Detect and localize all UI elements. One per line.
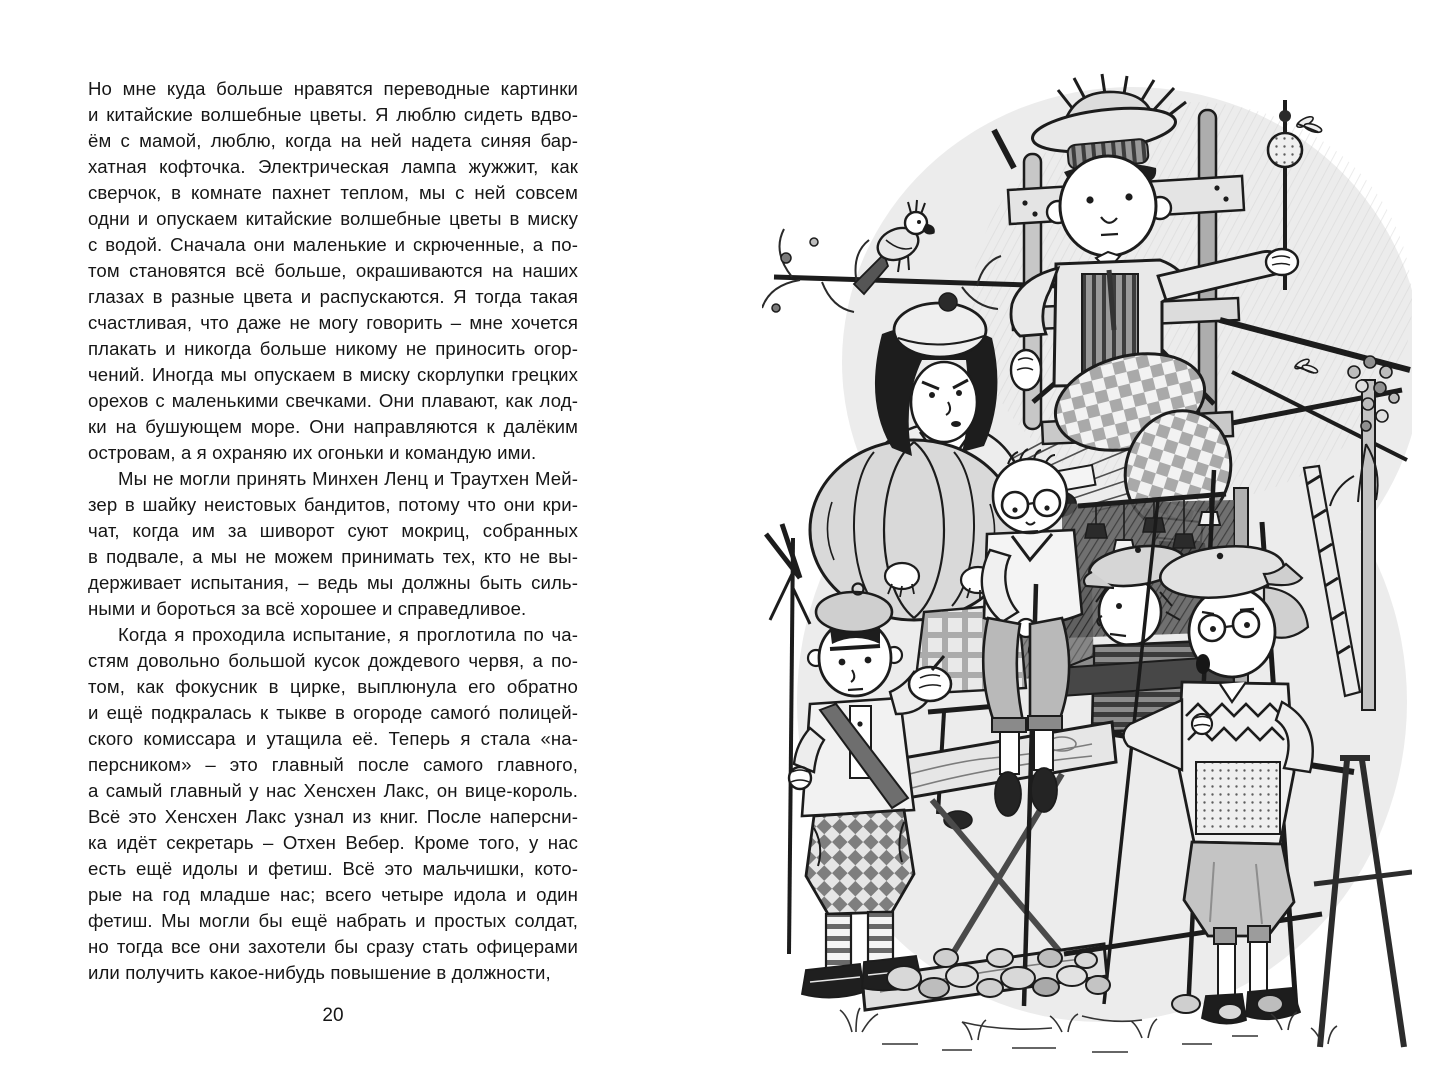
text-line: ными и бороться за всё хорошее и справедливое. [88, 598, 527, 619]
text-line: с водой. Сначала они маленькие и скрюченные, а по- [88, 234, 578, 255]
illustration [762, 72, 1412, 1057]
text-line: фетиш. Мы могли бы ещё набрать и простых солдат, [88, 910, 578, 931]
text-line: чений. Иногда мы опускаем в миску скорлупки грецких [88, 364, 578, 385]
text-line: зер в шайку неистовых бандитов, потому что они кри- [88, 494, 578, 515]
text-line: том становятся всё больше, окрашиваются на наших [88, 260, 578, 281]
text-line: в подвале, а мы не можем принимать тех, кто не вы- [88, 546, 578, 567]
text-column [88, 76, 578, 986]
text-line: глазах в разные цвета и распускаются. Я тогда такая [88, 286, 578, 307]
text-line: орехов с маленькими свечками. Они плавают, как лод- [88, 390, 578, 411]
text-line: ского комиссара и утащила её. Теперь я стала «на- [88, 728, 578, 749]
text-line: счастливая, что даже не могу говорить – мне хочется [88, 312, 578, 333]
text-line: одни и опускаем китайские волшебные цветы в миску [88, 208, 578, 229]
page-number: 20 [322, 1005, 344, 1026]
text-line: Когда я проходила испытание, я проглотила по ча- [118, 624, 578, 645]
text-line: чат, когда им за шиворот суют мокриц, собранных [88, 520, 578, 541]
text-line: Всё это Хенсхен Лакс узнал из книг. После наперсни- [88, 806, 578, 827]
text-line: и ещё подкралась к тыкве в огороде самого́ полицей- [88, 702, 578, 723]
text-line: держивает испытания, – ведь мы должны быть силь- [88, 572, 578, 593]
text-line: хатная кофточка. Электрическая лампа жужжит, как [88, 156, 578, 177]
text-line: рые на год младше нас; всего четыре идола и один [88, 884, 578, 905]
text-line: и китайские волшебные цветы. Я люблю сидеть вдво- [88, 104, 578, 125]
text-line: ки на бушующем море. Они направляются к далёким [88, 416, 578, 437]
text-line: плакать и никогда больше никому не приносить огор- [88, 338, 578, 359]
text-line: персником» – это главный после самого главного, [88, 754, 578, 775]
text-line: ём с мамой, люблю, когда на ней надета синяя бар- [88, 130, 578, 151]
text-line: стям довольно большой кусок дождевого червя, а по- [88, 650, 578, 671]
text-line: сверчок, в комнате пахнет теплом, мы с ней совсем [88, 182, 578, 203]
text-line: а самый главный у нас Хенсхен Лакс, он вице-король. [88, 780, 578, 801]
text-line: Но мне куда больше нравятся переводные картинки [88, 78, 578, 99]
text-line: но тогда все они захотели бы сразу стать офицерами [88, 936, 578, 957]
text-line: или получить какое-нибудь повышение в должности, [88, 962, 551, 983]
text-line: Мы не могли принять Минхен Ленц и Траутхен Мей- [118, 468, 578, 489]
text-line: островам, а я охраняю их огоньки и командую ими. [88, 442, 537, 463]
text-line: есть ещё идолы и фетиш. Всё это мальчишки, кото- [88, 858, 578, 879]
text-line: ка идёт секретарь – Отхен Вебер. Кроме того, у нас [88, 832, 578, 853]
text-line: том, как фокусник в цирке, выплюнула его обратно [88, 676, 578, 697]
